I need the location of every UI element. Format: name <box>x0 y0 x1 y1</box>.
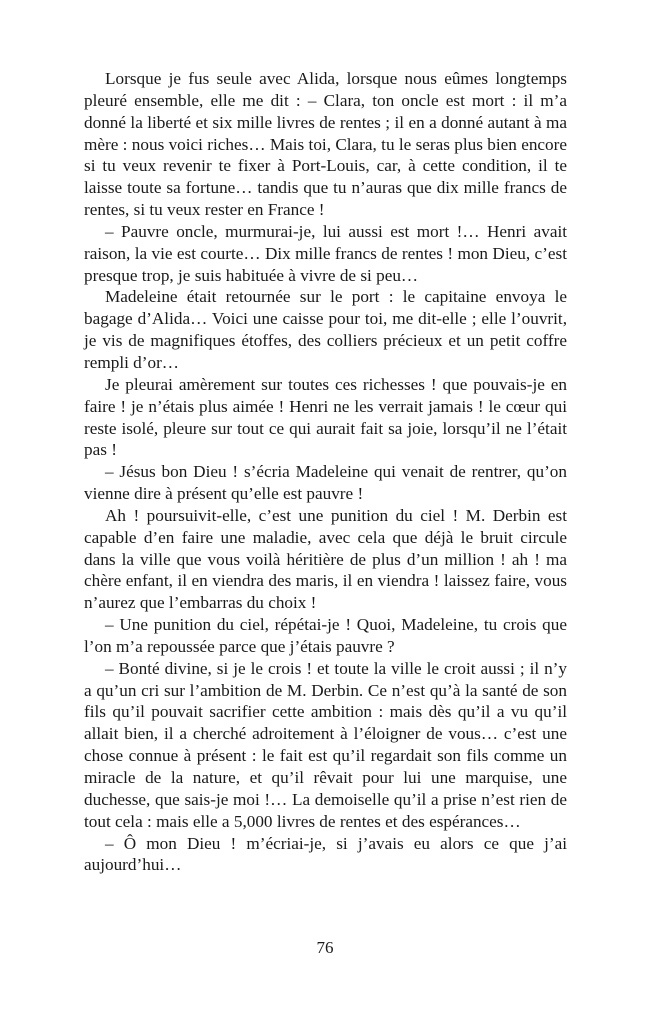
page-number: 76 <box>316 938 334 957</box>
paragraph: – Une punition du ciel, répétai-je ! Quoi, Madeleine, tu crois que l’on m’a repoussée parce que j’étais pauvre ? <box>84 615 567 656</box>
paragraph: – Pauvre oncle, murmurai-je, lui aussi est mort !… Henri avait raison, la vie est courte… Dix mille francs de rentes ! mon Dieu, c’est presque trop, je suis habituée à vivre de si peu… <box>84 221 567 285</box>
paragraph: – Jésus bon Dieu ! s’écria Madeleine qui venait de rentrer, qu’on vienne dire à présent qu’elle est pauvre ! <box>84 462 567 504</box>
paragraph: – Ô mon Dieu ! m’écriai-je, si j’avais eu alors ce que j’ai aujourd’hui… <box>84 833 567 875</box>
paragraph: Madeleine était retournée sur le port : le capitaine envoya le bagage d’Alida… Voici une caisse pour toi, me dit-elle ; elle l’ouvrit, je vis de magnifiques étoffes, des colliers précieux et un petit coffre rempli d’or… <box>84 287 567 372</box>
paragraph: – Bonté divine, si je le crois ! et toute la ville le croit aussi ; il n’y a qu’un cri sur l’ambition de M. Derbin. Ce n’est qu’à la santé de son fils qu’il pouvait sacrifier cette ambition : mais dès qu’il a vu qu’il allait bien, il a cherché adroitement à l’éloigner de vous… c’est une chose connue à présent : le fait est qu’il regardait son fils comme un miracle de la nature, et qu’il rêvait pour lui une marquise, une duchesse, que sais-je moi !… La demoiselle qu’il a prise n’est rien de tout cela : mais elle a 5,000 livres de rentes et des espérances… <box>84 658 567 831</box>
body-text <box>84 68 567 876</box>
paragraph: Ah ! poursuivit-elle, c’est une punition du ciel ! M. Derbin est capable d’en faire une maladie, avec cela que déjà le bruit circule dans la ville que vous voilà héritière de plus d’un million ! ah ! ma chère enfant, il en viendra des maris, il en viendra ! laissez faire, vous n’aurez que l’embarras du choix ! <box>84 505 567 613</box>
paragraph: Je pleurai amèrement sur toutes ces richesses ! que pouvais-je en faire ! je n’étais plus aimée ! Henri ne les verrait jamais ! le cœur qui reste isolé, pleure sur tout ce qui aurait fait sa joie, lorsqu’il ne l’était pas ! <box>84 374 567 460</box>
paragraph: Lorsque je fus seule avec Alida, lorsque nous eûmes longtemps pleuré ensemble, elle me dit : – Clara, ton oncle est mort : il m’a donné la liberté et six mille livres de rentes ; il en a donné autant à ma mère : nous voici riches… Mais toi, Clara, tu le seras plus bien encore si tu veux revenir te fixer à Port-Louis, car, à cette condition, il te laisse toute sa fortune… tandis que tu n’auras que dix mille francs de rentes, si tu veux rester en France ! <box>84 69 567 220</box>
